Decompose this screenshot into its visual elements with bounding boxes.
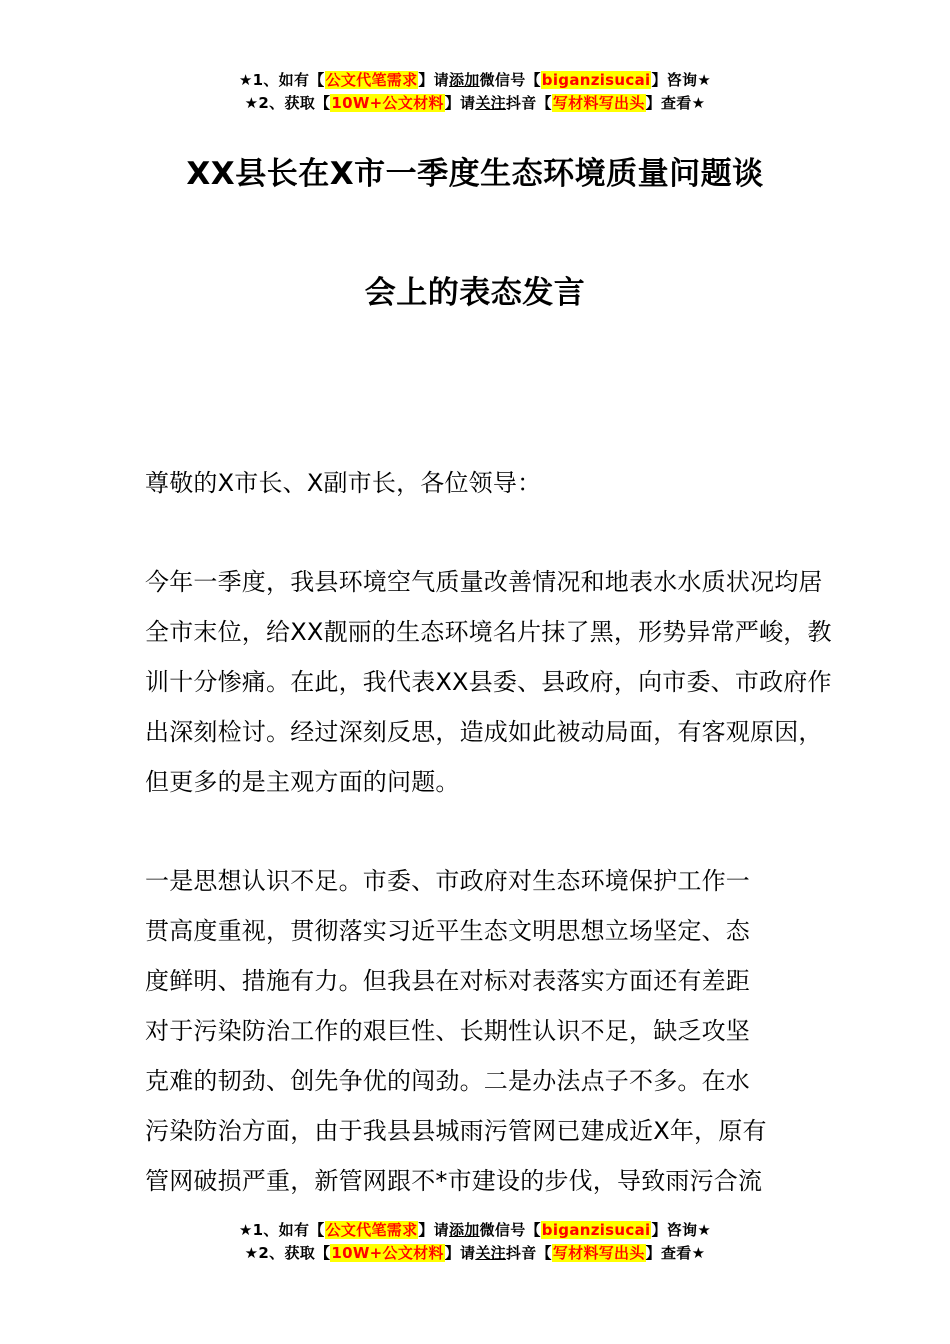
- promo-text: 抖音【: [505, 94, 552, 112]
- paragraph-line: 度鲜明、措施有力。但我县在对标对表落实方面还有差距: [145, 967, 750, 995]
- promo-highlight: 公文代笔需求: [325, 71, 418, 89]
- promo-highlight: 10W+公文材料: [331, 1244, 444, 1262]
- promo-emphasis: 关注: [475, 94, 506, 112]
- paragraph-line: 管网破损严重，新管网跟不*市建设的步伐，导致雨污合流: [145, 1167, 763, 1195]
- promo-text: ★1、如有【: [238, 1221, 325, 1239]
- promo-emphasis: 添加: [448, 71, 480, 89]
- promo-text: 微信号【: [479, 71, 541, 89]
- promo-line-2: [0, 1242, 950, 1265]
- promo-highlight: 公文代笔需求: [325, 1221, 418, 1239]
- paragraph-line: 对于污染防治工作的艰巨性、长期性认识不足，缺乏攻坚: [145, 1017, 750, 1045]
- paragraph-line: 污染防治方面，由于我县县城雨污管网已建成近X年，原有: [145, 1117, 767, 1145]
- paragraph-line: 贯高度重视，贯彻落实习近平生态文明思想立场坚定、态: [145, 917, 750, 945]
- promo-text: 】请: [444, 1244, 476, 1262]
- salutation: 尊敬的X市长、X副市长，各位领导：: [145, 469, 542, 497]
- promo-emphasis: 添加: [448, 1221, 480, 1239]
- promo-highlight: 写材料写出头: [552, 1244, 645, 1262]
- promo-text: 微信号【: [479, 1221, 541, 1239]
- footer-promo-banner: [0, 1219, 950, 1265]
- promo-highlight: biganzisucai: [541, 71, 651, 89]
- promo-emphasis: 关注: [475, 1244, 506, 1262]
- promo-text: ★2、获取【: [244, 1244, 331, 1262]
- promo-text: 】请: [418, 1221, 449, 1239]
- paragraph-2: [145, 856, 825, 1206]
- promo-text: 】请: [418, 71, 449, 89]
- promo-text: 抖音【: [505, 1244, 552, 1262]
- document-title-line-1: XX县长在X市一季度生态环境质量问题谈: [186, 156, 764, 192]
- promo-line-2: [0, 92, 950, 115]
- paragraph-1: 今年一季度，我县环境空气质量改善情况和地表水水质状况均居全市末位，给XX靓丽的生态环境名片抹了黑，形势异常严峻，教训十分惨痛。在此，我代表XX县委、县政府，向市委、市政府作出深刻检讨。经过深刻反思，造成如此被动局面，有客观原因，但更多的是主观方面的问题。: [145, 568, 832, 796]
- promo-text: 】请: [444, 94, 476, 112]
- header-promo-banner: [0, 69, 950, 115]
- promo-text: ★2、获取【: [244, 94, 331, 112]
- promo-highlight: biganzisucai: [541, 1221, 651, 1239]
- paragraph-line: 克难的韧劲、创先争优的闯劲。二是办法点子不多。在水: [145, 1067, 750, 1095]
- promo-text: 】咨询★: [651, 71, 712, 89]
- promo-text: 】咨询★: [651, 1221, 712, 1239]
- promo-text: 】查看★: [645, 94, 706, 112]
- paragraph-line: 一是思想认识不足。市委、市政府对生态环境保护工作一: [145, 867, 750, 895]
- promo-highlight: 写材料写出头: [552, 94, 645, 112]
- document-title-line-2: 会上的表态发言: [364, 275, 586, 311]
- promo-line-1: [0, 69, 950, 92]
- promo-text: ★1、如有【: [238, 71, 325, 89]
- promo-highlight: 10W+公文材料: [331, 94, 444, 112]
- promo-text: 】查看★: [645, 1244, 706, 1262]
- promo-line-1: [0, 1219, 950, 1242]
